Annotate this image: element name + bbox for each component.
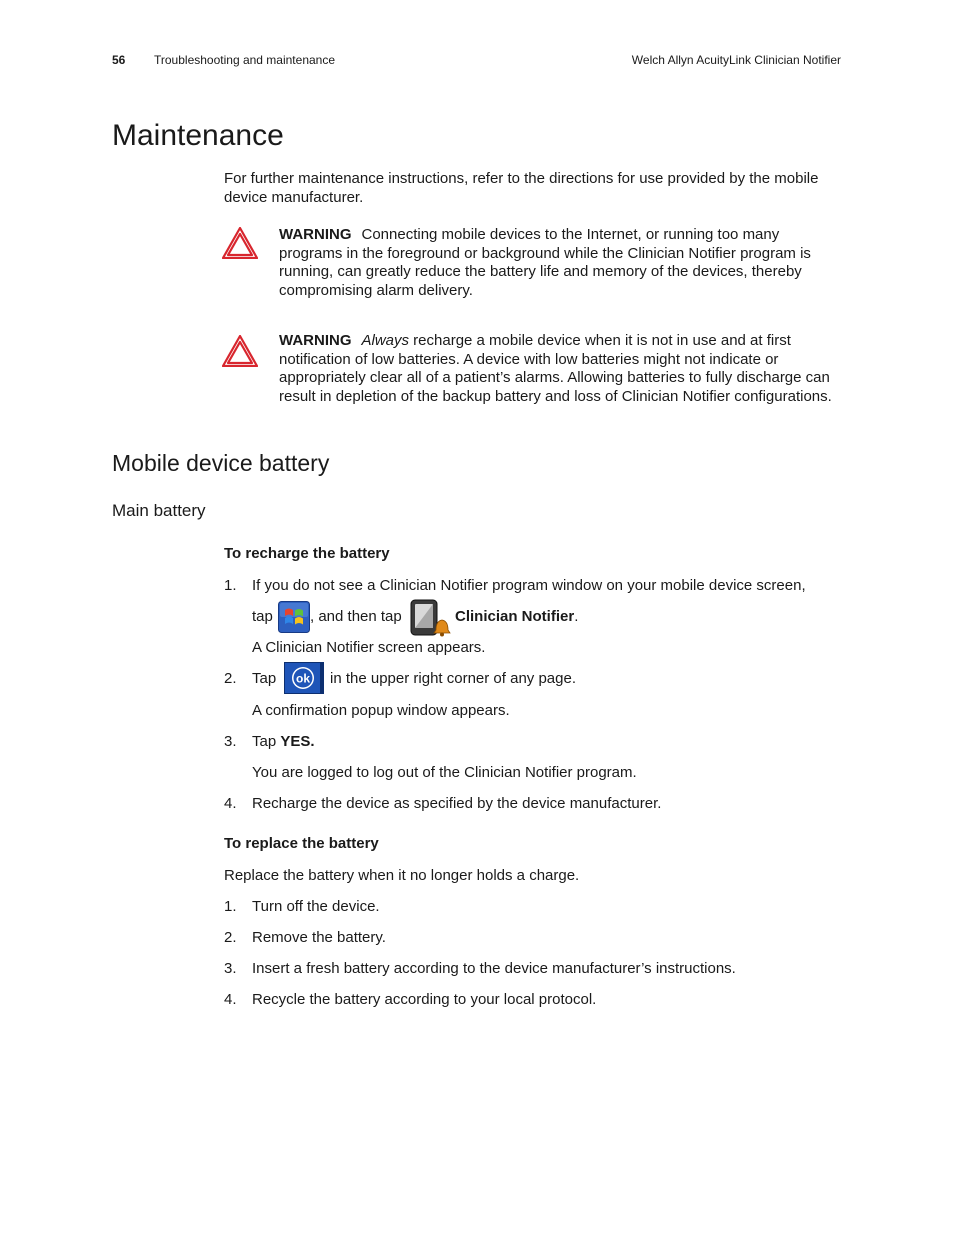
step-1-result: A Clinician Notifier screen appears. [252,639,486,656]
replace-step-2 [224,928,386,947]
header-section: Troubleshooting and maintenance [154,53,336,67]
step-4-text: Recharge the device as specified by the device manufacturer. [252,795,662,812]
subsection-heading: Main battery [112,501,206,520]
clinician-notifier-label [455,607,578,626]
step-2-rest: in the upper right corner of any page. [330,670,576,687]
replace-step-text: Recycle the battery according to your local protocol. [252,991,597,1008]
step-number: 4. [224,795,237,812]
replace-step-4 [224,990,596,1009]
warning-2-text: recharge a mobile device when it is not in use and at first notification of low batteries. A device with low batteries might not indicate or appropriately clear all of a patient’s alarms. Allowing batteries to fully discharge can result in depletion of the backup battery and loss of Clinician Notifier configurations. [279,332,832,405]
page-title: Maintenance [112,119,284,152]
recharge-step-2 [224,669,276,688]
step-2-tap: Tap [252,670,277,687]
replace-step-1 [224,897,380,916]
period: . [574,608,579,625]
warning-triangle-icon [222,227,258,259]
warning-label: WARNING [279,226,352,243]
step-1-text: If you do not see a Clinician Notifier program window on your mobile device screen, [252,577,806,594]
warning-1-text: Connecting mobile devices to the Internet, or running too many programs in the foreground or background while the Clinician Notifier program is running, can greatly reduce the battery life and memory of the devices, thereby compromising alarm delivery. [279,226,811,299]
header-doc-title: Welch Allyn AcuityLink Clinician Notifier [631,53,841,67]
step-number: 1. [224,898,237,915]
recharge-heading: To recharge the battery [224,545,390,562]
replace-heading: To replace the battery [224,835,379,852]
step-number: 4. [224,991,237,1008]
clinician-notifier-app-icon[interactable] [410,599,452,637]
intro-paragraph: For further maintenance instructions, refer to the directions for use provided by the mobile device manufacturer. [224,170,819,206]
ok-button-icon[interactable] [284,662,324,694]
step-number: 3. [224,960,237,977]
warning-2-emphasis: Always [361,332,410,349]
program-name: Clinician Notifier [455,608,575,625]
step-2-result: A confirmation popup window appears. [252,702,510,719]
step-number: 2. [224,929,237,946]
replace-step-text: Remove the battery. [252,929,386,946]
step-3-result: You are logged to log out of the Clinician Notifier program. [252,764,637,781]
replace-step-3 [224,959,736,978]
step-number: 1. [224,577,237,594]
warning-2 [279,332,845,406]
yes-label: YES. [280,733,315,750]
warning-label: WARNING [279,332,352,349]
section-heading: Mobile device battery [112,450,330,476]
replace-intro: Replace the battery when it no longer holds a charge. [224,867,580,884]
replace-step-text: Insert a fresh battery according to the device manufacturer’s instructions. [252,960,736,977]
recharge-step-4 [224,794,661,813]
recharge-step-1 [224,576,806,595]
page-number: 56 [112,53,126,67]
step-number: 2. [224,670,237,687]
windows-start-icon[interactable] [278,601,310,633]
replace-step-text: Turn off the device. [252,898,380,915]
step-1-and-then-tap: , and then tap [310,608,402,625]
step-number: 3. [224,733,237,750]
recharge-step-3 [224,732,315,751]
step-1-tap: tap [252,608,273,625]
step-3-tap: Tap [252,733,277,750]
warning-1 [279,226,845,300]
warning-triangle-icon [222,335,258,367]
svg-text:ok: ok [295,671,311,686]
